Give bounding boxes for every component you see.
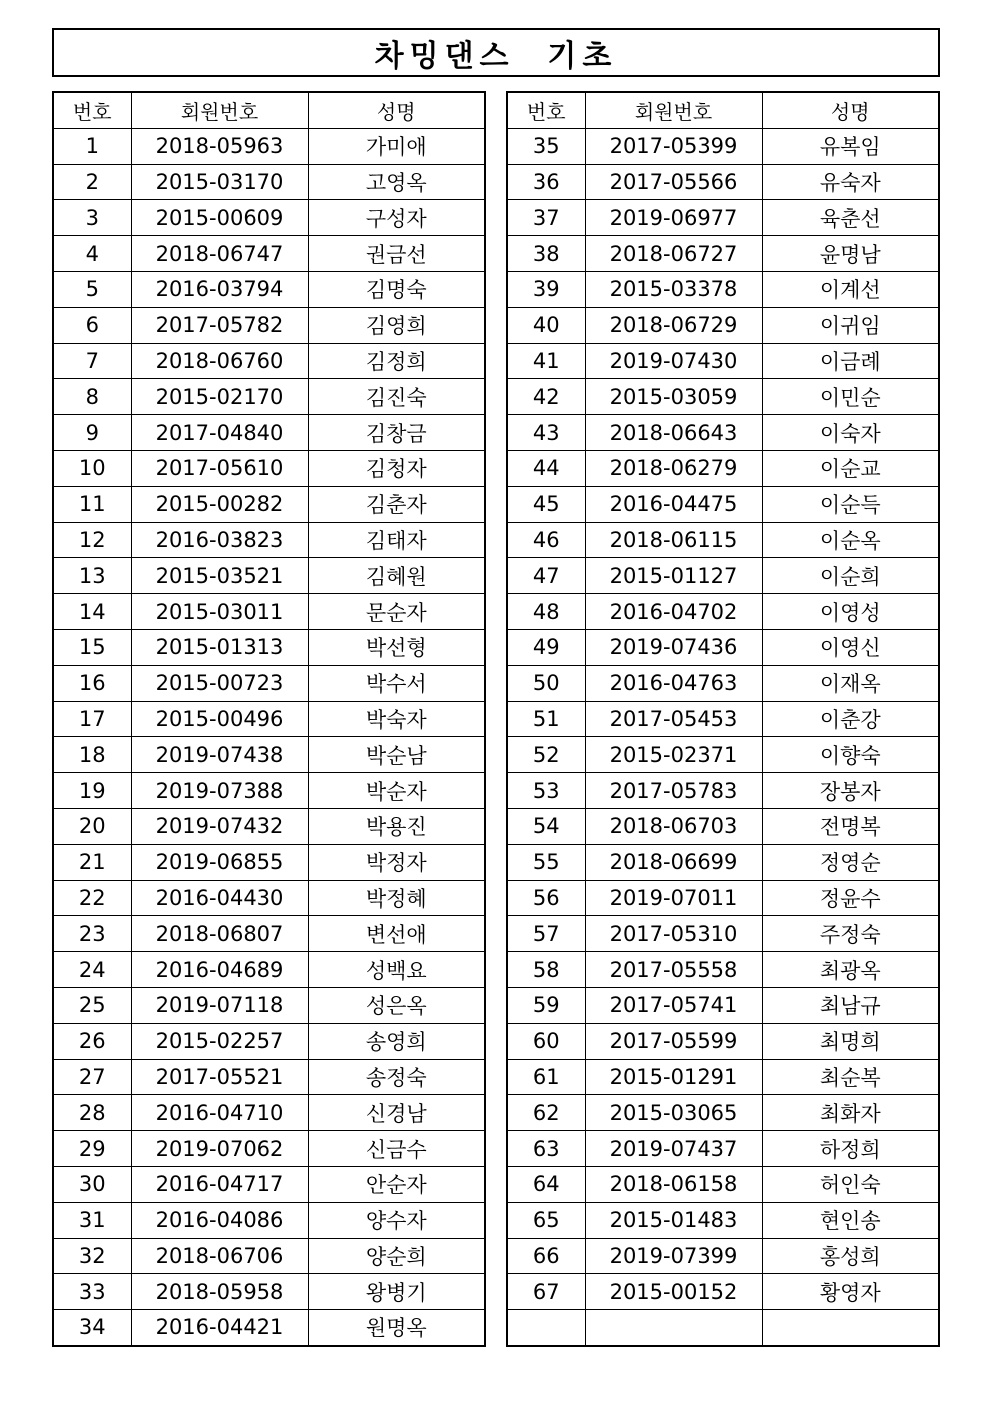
cell-no: 12 — [53, 522, 131, 558]
cell-no: 23 — [53, 916, 131, 952]
table-row — [507, 379, 939, 415]
cell-no: 57 — [507, 916, 585, 952]
cell-member-id: 2015-01127 — [585, 558, 762, 594]
cell-no: 31 — [53, 1202, 131, 1238]
table-row — [507, 594, 939, 630]
cell-name: 박선형 — [308, 629, 485, 665]
cell-member-id: 2015-01313 — [131, 629, 308, 665]
cell-member-id: 2015-03065 — [585, 1095, 762, 1131]
cell-member-id: 2018-06760 — [131, 343, 308, 379]
cell-member-id: 2015-00723 — [131, 665, 308, 701]
header-name: 성명 — [762, 92, 939, 128]
table-row — [53, 1202, 485, 1238]
cell-no: 35 — [507, 128, 585, 164]
cell-member-id: 2015-03521 — [131, 558, 308, 594]
cell-no: 62 — [507, 1095, 585, 1131]
cell-name: 문순자 — [308, 594, 485, 630]
table-row — [507, 808, 939, 844]
cell-member-id: 2016-04717 — [131, 1166, 308, 1202]
cell-member-id: 2017-05521 — [131, 1059, 308, 1095]
cell-name: 이향숙 — [762, 737, 939, 773]
cell-member-id: 2017-05453 — [585, 701, 762, 737]
cell-member-id: 2015-02257 — [131, 1023, 308, 1059]
cell-member-id: 2019-06977 — [585, 200, 762, 236]
cell-name: 신금수 — [308, 1131, 485, 1167]
cell-no: 60 — [507, 1023, 585, 1059]
cell-member-id: 2019-07011 — [585, 880, 762, 916]
cell-no: 46 — [507, 522, 585, 558]
table-row — [507, 1023, 939, 1059]
cell-no: 66 — [507, 1238, 585, 1274]
cell-no: 58 — [507, 952, 585, 988]
cell-name: 권금선 — [308, 236, 485, 272]
cell-no: 22 — [53, 880, 131, 916]
cell-name: 최순복 — [762, 1059, 939, 1095]
header-no: 번호 — [507, 92, 585, 128]
cell-name: 김태자 — [308, 522, 485, 558]
table-row — [53, 1274, 485, 1310]
cell-member-id: 2016-04702 — [585, 594, 762, 630]
table-row — [53, 1238, 485, 1274]
cell-member-id: 2016-03794 — [131, 271, 308, 307]
cell-name: 이재옥 — [762, 665, 939, 701]
cell-member-id: 2015-03011 — [131, 594, 308, 630]
cell-no: 19 — [53, 773, 131, 809]
cell-name: 김영희 — [308, 307, 485, 343]
cell-no: 53 — [507, 773, 585, 809]
cell-member-id: 2019-07118 — [131, 987, 308, 1023]
cell-name: 성은옥 — [308, 987, 485, 1023]
table-row — [53, 737, 485, 773]
cell-no: 13 — [53, 558, 131, 594]
cell-member-id: 2019-07436 — [585, 629, 762, 665]
cell-name: 이계선 — [762, 271, 939, 307]
header-name: 성명 — [308, 92, 485, 128]
cell-member-id: 2015-02371 — [585, 737, 762, 773]
table-row — [53, 629, 485, 665]
cell-no: 21 — [53, 844, 131, 880]
cell-member-id: 2017-05310 — [585, 916, 762, 952]
cell-no: 34 — [53, 1310, 131, 1346]
cell-member-id: 2017-05558 — [585, 952, 762, 988]
cell-name: 최남규 — [762, 987, 939, 1023]
cell-no: 37 — [507, 200, 585, 236]
table-row — [507, 737, 939, 773]
cell-member-id: 2018-06706 — [131, 1238, 308, 1274]
table-row — [507, 701, 939, 737]
cell-name: 이숙자 — [762, 415, 939, 451]
table-row — [53, 200, 485, 236]
cell-member-id: 2017-05399 — [585, 128, 762, 164]
table-row — [53, 773, 485, 809]
table-row — [53, 1095, 485, 1131]
cell-no: 5 — [53, 271, 131, 307]
table-row — [507, 522, 939, 558]
cell-name: 윤명남 — [762, 236, 939, 272]
table-row — [507, 486, 939, 522]
cell-name: 유복임 — [762, 128, 939, 164]
cell-no: 4 — [53, 236, 131, 272]
cell-member-id: 2016-04710 — [131, 1095, 308, 1131]
cell-member-id: 2016-04086 — [131, 1202, 308, 1238]
cell-member-id: 2018-06279 — [585, 450, 762, 486]
table-row — [53, 1023, 485, 1059]
cell-name: 현인송 — [762, 1202, 939, 1238]
table-row — [507, 558, 939, 594]
cell-no: 33 — [53, 1274, 131, 1310]
cell-no: 43 — [507, 415, 585, 451]
cell-name: 이영신 — [762, 629, 939, 665]
roster-body-left — [53, 128, 485, 1346]
cell-member-id: 2017-05741 — [585, 987, 762, 1023]
cell-name: 최광옥 — [762, 952, 939, 988]
cell-name: 홍성희 — [762, 1238, 939, 1274]
cell-no: 64 — [507, 1166, 585, 1202]
cell-name: 이순득 — [762, 486, 939, 522]
table-row — [507, 916, 939, 952]
cell-name: 이민순 — [762, 379, 939, 415]
cell-no: 16 — [53, 665, 131, 701]
cell-member-id: 2017-04840 — [131, 415, 308, 451]
cell-name: 김창금 — [308, 415, 485, 451]
cell-member-id: 2016-04475 — [585, 486, 762, 522]
table-row — [507, 1202, 939, 1238]
header-row — [507, 92, 939, 128]
cell-no: 55 — [507, 844, 585, 880]
table-row — [53, 880, 485, 916]
cell-member-id: 2015-03378 — [585, 271, 762, 307]
table-row — [507, 271, 939, 307]
cell-name: 송정숙 — [308, 1059, 485, 1095]
cell-member-id: 2019-07430 — [585, 343, 762, 379]
cell-name: 최화자 — [762, 1095, 939, 1131]
cell-no: 44 — [507, 450, 585, 486]
cell-no: 54 — [507, 808, 585, 844]
table-row — [507, 665, 939, 701]
cell-member-id: 2018-06158 — [585, 1166, 762, 1202]
cell-name: 황영자 — [762, 1274, 939, 1310]
table-row — [507, 952, 939, 988]
cell-name: 변선애 — [308, 916, 485, 952]
cell-name: 이영성 — [762, 594, 939, 630]
table-row — [507, 1059, 939, 1095]
cell-no: 7 — [53, 343, 131, 379]
table-row — [53, 236, 485, 272]
cell-no: 17 — [53, 701, 131, 737]
header-member-id: 회원번호 — [131, 92, 308, 128]
table-row — [53, 307, 485, 343]
cell-name: 김혜원 — [308, 558, 485, 594]
table-row — [507, 1310, 939, 1346]
cell-no: 42 — [507, 379, 585, 415]
cell-member-id: 2015-03170 — [131, 164, 308, 200]
header-no: 번호 — [53, 92, 131, 128]
cell-member-id — [585, 1310, 762, 1346]
table-row — [53, 343, 485, 379]
cell-no: 20 — [53, 808, 131, 844]
cell-no: 2 — [53, 164, 131, 200]
cell-name: 이춘강 — [762, 701, 939, 737]
cell-no: 1 — [53, 128, 131, 164]
table-row — [507, 343, 939, 379]
table-row — [507, 987, 939, 1023]
cell-member-id: 2019-06855 — [131, 844, 308, 880]
cell-no: 26 — [53, 1023, 131, 1059]
cell-name: 주정숙 — [762, 916, 939, 952]
cell-name: 박순남 — [308, 737, 485, 773]
cell-name: 정영순 — [762, 844, 939, 880]
cell-no — [507, 1310, 585, 1346]
cell-name: 장봉자 — [762, 773, 939, 809]
table-row — [53, 379, 485, 415]
cell-name: 최명희 — [762, 1023, 939, 1059]
table-row — [53, 271, 485, 307]
table-row — [53, 1310, 485, 1346]
cell-no: 40 — [507, 307, 585, 343]
cell-no: 32 — [53, 1238, 131, 1274]
cell-name: 원명옥 — [308, 1310, 485, 1346]
table-row — [53, 1166, 485, 1202]
cell-no: 49 — [507, 629, 585, 665]
cell-member-id: 2015-00152 — [585, 1274, 762, 1310]
cell-name: 유숙자 — [762, 164, 939, 200]
cell-no: 30 — [53, 1166, 131, 1202]
cell-name: 박정혜 — [308, 880, 485, 916]
cell-no: 10 — [53, 450, 131, 486]
cell-name: 왕병기 — [308, 1274, 485, 1310]
cell-member-id: 2019-07432 — [131, 808, 308, 844]
cell-no: 14 — [53, 594, 131, 630]
cell-no: 36 — [507, 164, 585, 200]
cell-member-id: 2016-04763 — [585, 665, 762, 701]
table-row — [507, 1131, 939, 1167]
cell-member-id: 2019-07388 — [131, 773, 308, 809]
cell-member-id: 2018-06115 — [585, 522, 762, 558]
cell-no: 63 — [507, 1131, 585, 1167]
table-row — [53, 701, 485, 737]
cell-no: 28 — [53, 1095, 131, 1131]
roster-body-right — [507, 128, 939, 1346]
cell-member-id: 2018-05958 — [131, 1274, 308, 1310]
cell-name: 박순자 — [308, 773, 485, 809]
cell-name — [762, 1310, 939, 1346]
cell-member-id: 2018-06807 — [131, 916, 308, 952]
cell-member-id: 2019-07438 — [131, 737, 308, 773]
table-row — [53, 987, 485, 1023]
table-row — [507, 236, 939, 272]
cell-name: 이순옥 — [762, 522, 939, 558]
cell-no: 9 — [53, 415, 131, 451]
cell-name: 김춘자 — [308, 486, 485, 522]
table-row — [507, 164, 939, 200]
table-row — [507, 1166, 939, 1202]
roster-table-right — [506, 91, 940, 1347]
cell-name: 육춘선 — [762, 200, 939, 236]
cell-name: 김진숙 — [308, 379, 485, 415]
cell-no: 65 — [507, 1202, 585, 1238]
cell-name: 성백요 — [308, 952, 485, 988]
cell-name: 양수자 — [308, 1202, 485, 1238]
table-row — [507, 200, 939, 236]
cell-member-id: 2018-06699 — [585, 844, 762, 880]
table-row — [53, 450, 485, 486]
cell-no: 24 — [53, 952, 131, 988]
cell-no: 27 — [53, 1059, 131, 1095]
cell-no: 11 — [53, 486, 131, 522]
cell-no: 3 — [53, 200, 131, 236]
table-row — [53, 952, 485, 988]
table-row — [507, 1095, 939, 1131]
cell-no: 59 — [507, 987, 585, 1023]
cell-no: 56 — [507, 880, 585, 916]
cell-name: 전명복 — [762, 808, 939, 844]
table-row — [507, 415, 939, 451]
table-row — [53, 486, 485, 522]
cell-no: 50 — [507, 665, 585, 701]
table-row — [53, 844, 485, 880]
cell-no: 8 — [53, 379, 131, 415]
table-row — [507, 307, 939, 343]
title-box — [52, 28, 940, 77]
cell-member-id: 2016-03823 — [131, 522, 308, 558]
cell-no: 51 — [507, 701, 585, 737]
cell-member-id: 2018-06703 — [585, 808, 762, 844]
header-member-id: 회원번호 — [585, 92, 762, 128]
header-row — [53, 92, 485, 128]
cell-name: 이순교 — [762, 450, 939, 486]
table-row — [53, 164, 485, 200]
cell-name: 가미애 — [308, 128, 485, 164]
table-row — [53, 128, 485, 164]
cell-member-id: 2017-05566 — [585, 164, 762, 200]
cell-name: 박숙자 — [308, 701, 485, 737]
cell-member-id: 2018-06729 — [585, 307, 762, 343]
cell-name: 하정희 — [762, 1131, 939, 1167]
cell-no: 38 — [507, 236, 585, 272]
table-row — [53, 1131, 485, 1167]
table-row — [53, 665, 485, 701]
cell-member-id: 2015-00282 — [131, 486, 308, 522]
table-row — [507, 128, 939, 164]
cell-member-id: 2015-03059 — [585, 379, 762, 415]
cell-member-id: 2018-06643 — [585, 415, 762, 451]
cell-no: 47 — [507, 558, 585, 594]
table-row — [507, 1274, 939, 1310]
cell-member-id: 2017-05783 — [585, 773, 762, 809]
cell-name: 김정희 — [308, 343, 485, 379]
cell-no: 25 — [53, 987, 131, 1023]
roster-table-left — [52, 91, 486, 1347]
cell-member-id: 2016-04421 — [131, 1310, 308, 1346]
cell-name: 김명숙 — [308, 271, 485, 307]
cell-member-id: 2015-02170 — [131, 379, 308, 415]
table-row — [507, 773, 939, 809]
cell-no: 41 — [507, 343, 585, 379]
cell-member-id: 2018-06747 — [131, 236, 308, 272]
table-row — [53, 916, 485, 952]
cell-name: 박정자 — [308, 844, 485, 880]
cell-no: 45 — [507, 486, 585, 522]
cell-name: 송영희 — [308, 1023, 485, 1059]
cell-name: 박수서 — [308, 665, 485, 701]
cell-name: 이금례 — [762, 343, 939, 379]
table-row — [507, 1238, 939, 1274]
cell-name: 고영옥 — [308, 164, 485, 200]
cell-name: 정윤수 — [762, 880, 939, 916]
cell-member-id: 2017-05610 — [131, 450, 308, 486]
cell-member-id: 2015-01483 — [585, 1202, 762, 1238]
cell-member-id: 2015-01291 — [585, 1059, 762, 1095]
cell-name: 양순희 — [308, 1238, 485, 1274]
cell-member-id: 2017-05599 — [585, 1023, 762, 1059]
cell-name: 박용진 — [308, 808, 485, 844]
cell-member-id: 2016-04430 — [131, 880, 308, 916]
table-row — [53, 558, 485, 594]
cell-no: 6 — [53, 307, 131, 343]
cell-member-id: 2015-00609 — [131, 200, 308, 236]
table-row — [53, 808, 485, 844]
cell-member-id: 2019-07062 — [131, 1131, 308, 1167]
cell-member-id: 2019-07399 — [585, 1238, 762, 1274]
cell-no: 61 — [507, 1059, 585, 1095]
table-row — [53, 594, 485, 630]
cell-name: 안순자 — [308, 1166, 485, 1202]
cell-name: 이귀임 — [762, 307, 939, 343]
cell-no: 15 — [53, 629, 131, 665]
cell-member-id: 2015-00496 — [131, 701, 308, 737]
cell-member-id: 2018-06727 — [585, 236, 762, 272]
cell-member-id: 2018-05963 — [131, 128, 308, 164]
cell-name: 김청자 — [308, 450, 485, 486]
cell-member-id: 2019-07437 — [585, 1131, 762, 1167]
table-row — [507, 450, 939, 486]
cell-member-id: 2017-05782 — [131, 307, 308, 343]
page-title: 차밍댄스 기초 — [374, 38, 618, 74]
cell-name: 이순희 — [762, 558, 939, 594]
cell-no: 52 — [507, 737, 585, 773]
cell-no: 48 — [507, 594, 585, 630]
table-row — [53, 1059, 485, 1095]
cell-no: 29 — [53, 1131, 131, 1167]
cell-member-id: 2016-04689 — [131, 952, 308, 988]
table-row — [53, 522, 485, 558]
table-row — [507, 844, 939, 880]
cell-no: 18 — [53, 737, 131, 773]
cell-name: 구성자 — [308, 200, 485, 236]
table-row — [507, 880, 939, 916]
cell-name: 신경남 — [308, 1095, 485, 1131]
table-row — [53, 415, 485, 451]
cell-name: 허인숙 — [762, 1166, 939, 1202]
cell-no: 67 — [507, 1274, 585, 1310]
cell-no: 39 — [507, 271, 585, 307]
table-row — [507, 629, 939, 665]
